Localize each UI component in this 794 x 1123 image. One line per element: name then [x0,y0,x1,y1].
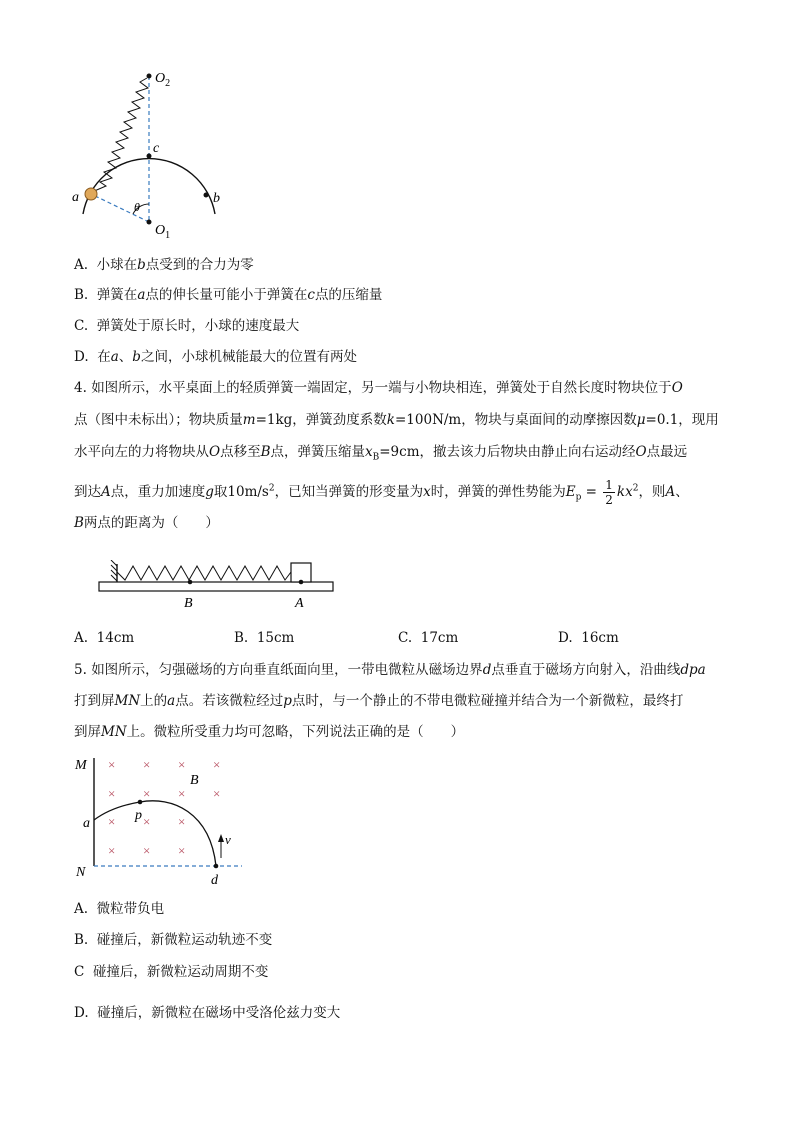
field-cross: × [108,757,116,772]
q3-radius-dashed-line [91,194,149,222]
field-cross: × [213,786,221,801]
q5-option-d: D. 碰撞后，新微粒在磁场中受洛伦兹力变大 [74,1005,341,1021]
q3-point-b [204,193,209,198]
q4-spring [117,566,291,580]
q4-block [291,563,311,582]
q3-label-o2: $O_2$ [155,71,171,89]
q5-point-p [138,800,143,805]
field-cross: × [108,786,116,801]
q3-label-o1: $O_1$ [155,223,171,241]
q4-label-b: B [184,596,193,611]
q4-table [99,582,333,591]
q4-label-a: A [295,596,304,611]
q5-line-1: 5. 如图所示，匀强磁场的方向垂直纸面向里，一带电微粒从磁场边界d点垂直于磁场方向射入，沿曲线dpa [74,662,706,678]
field-cross: × [178,814,186,829]
q5-line-3: 到屏MN上。微粒所受重力均可忽略，下列说法正确的是（ ） [74,724,465,740]
q4-figure [95,560,340,612]
field-cross: × [178,786,186,801]
q4-point-a [299,580,304,585]
q3-figure [60,64,230,244]
q5-figure [72,752,252,887]
field-cross: × [143,786,151,801]
field-cross: × [143,814,151,829]
q5-label-v: v [225,832,231,847]
field-cross: × [108,843,116,858]
q5-label-a: a [83,816,90,831]
q4-option-c: C. 17cm [398,630,459,646]
field-cross: × [213,757,221,772]
q4-option-a: A. 14cm [74,630,135,646]
q4-option-d: D. 16cm [558,630,619,646]
q3-point-c [147,154,152,159]
q4-line-3: 水平向左的力将物块从O点移至B点，弹簧压缩量$x_B=9cm$，撤去该力后物块由静止向右运动经O点最远 [74,444,688,463]
q4-line-2: 点（图中未标出）；物块质量m=1kg，弹簧劲度系数k=100N/m，物块与桌面间的动摩擦因数μ=0.1，现用 [74,412,719,428]
q3-ball [85,188,97,200]
q3-label-a: a [72,190,79,205]
q3-option-c: C. 弹簧处于原长时，小球的速度最大 [74,318,300,334]
field-cross: × [178,757,186,772]
q4-point-b [188,580,193,585]
q4-line-1: 4. 如图所示，水平桌面上的轻质弹簧一端固定，另一端与小物块相连，弹簧处于自然长度时物块位于O [74,380,683,396]
q5-arrowhead-icon [218,834,224,842]
q3-point-o2 [147,74,152,79]
q5-label-n: N [76,865,86,880]
q3-spring [92,78,148,192]
q3-option-b: B. 弹簧在a点的伸长量可能小于弹簧在c点的压缩量 [74,287,383,303]
field-cross: × [143,757,151,772]
q5-label-d: d [211,873,218,887]
q5-option-b: B. 碰撞后，新微粒运动轨迹不变 [74,932,273,948]
q5-point-d [214,864,219,869]
q3-label-c: c [153,141,160,156]
q5-option-a: A. 微粒带负电 [74,901,165,917]
q3-option-a: A. 小球在b点受到的合力为零 [74,257,254,273]
q5-option-c: C 碰撞后，新微粒运动周期不变 [74,964,269,980]
q3-option-d: D. 在a、b之间，小球机械能最大的位置有两处 [74,349,357,365]
field-cross: × [178,843,186,858]
field-cross: × [108,814,116,829]
q5-label-b: B [190,773,199,788]
q4-line-5: B两点的距离为（ ） [74,515,219,531]
q3-label-theta: θ [134,200,140,214]
fraction: $\frac{1}{2}$ [605,478,613,507]
q5-line-2: 打到屏MN上的a点。若该微粒经过p点时，与一个静止的不带电微粒碰撞并结合为一个新微粒，最终打 [74,693,684,709]
q3-point-o1 [147,220,152,225]
q5-label-p: p [135,808,142,823]
q4-line-4: 到达A点，重力加速度g取$10m/s^2$，已知当弹簧的形变量为x时，弹簧的弹性势能为$E_p$ = $\frac{1}{2}$ $kx^2$，则A、 [74,478,689,507]
q5-label-m: M [75,758,87,773]
q3-label-b: b [213,191,220,206]
q4-option-b: B. 15cm [234,630,295,646]
field-cross: × [143,843,151,858]
